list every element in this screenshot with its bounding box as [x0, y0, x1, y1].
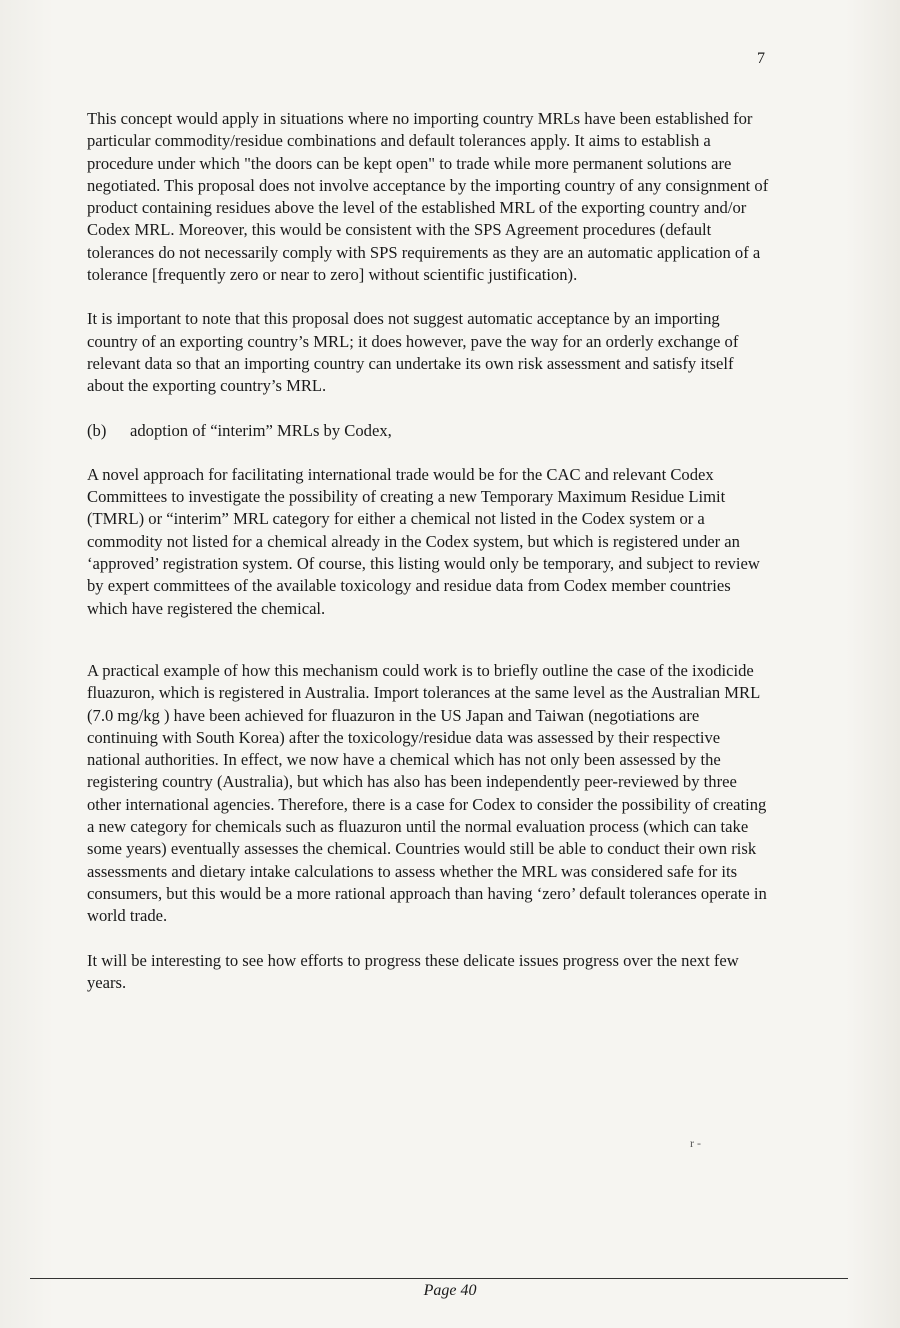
list-marker: (b) — [87, 420, 107, 440]
paragraph-practical-example: A practical example of how this mechanism could work is to briefly outline the case of the ixodicide fluazuron, which is registered in Australia. Import tolerances at the same level as the Australian MRL (7.0 mg/kg ) have been achieved for fluazuron in the US Japan and Taiwan (negotiations are continuing with South Korea) after the toxicology/residue data was assessed by their respective national authorities. In effect, we now have a chemical which has not only been assessed by the registering country (Australia), but which has also has been independently peer-reviewed by three other international agencies. Therefore, there is a case for Codex to consider the possibility of creating a new category for chemicals such as fluazuron until the normal evaluation process (which can take some years) eventually assesses the chemical. Countries would still be able to conduct their own risk assessments and dietary intake calculations to assess whether the MRL was considered safe for its consumers, but this would be a more rational approach than having ‘zero’ default tolerances operate in world trade. — [87, 660, 767, 926]
paragraph-novel-approach: A novel approach for facilitating international trade would be for the CAC and relevant Codex Committees to investigate the possibility of creating a new Temporary Maximum Residue Limit (TMRL) or “interim” MRL category for either a chemical not listed in the Codex system or a commodity not listed for a chemical already in the Codex system, but which is registered under an ‘approved’ registration system. Of course, this listing would only be temporary, and subject to review by expert committees of the available toxicology and residue data from Codex member countries which have registered the chemical. — [87, 464, 760, 618]
document-body — [87, 108, 769, 1016]
paragraph-proposal-concept: This concept would apply in situations where no importing country MRLs have been established for particular commodity/residue combinations and default tolerances apply. It aims to establish a procedure under which "the doors can be kept open" to trade while more permanent solutions are negotiated. This proposal does not involve acceptance by the importing country of any consignment of product containing residues above the level of the established MRL of the exporting country and/or Codex MRL. Moreover, this would be consistent with the SPS Agreement procedures (default tolerances do not necessarily comply with SPS requirements as they are an automatic application of a tolerance [frequently zero or near to zero] without scientific justification). — [87, 109, 769, 285]
footer-page-label: Page 40 — [423, 1282, 477, 1299]
list-item-b — [87, 420, 769, 442]
page-number: 7 — [757, 50, 765, 67]
footer-divider — [30, 1278, 848, 1279]
list-item-text: adoption of “interim” MRLs by Codex, — [130, 420, 392, 440]
paragraph-conclusion: It will be interesting to see how efforts to progress these delicate issues progress over the next few years. — [87, 950, 739, 992]
paragraph-important-note: It is important to note that this proposal does not suggest automatic acceptance by an importing country of an exporting country’s MRL; it does however, pave the way for an orderly exchange of relevant data so that an importing country can undertake its own risk assessment and satisfy itself about the exporting country’s MRL. — [87, 309, 739, 396]
stray-mark: r - — [690, 1136, 701, 1150]
